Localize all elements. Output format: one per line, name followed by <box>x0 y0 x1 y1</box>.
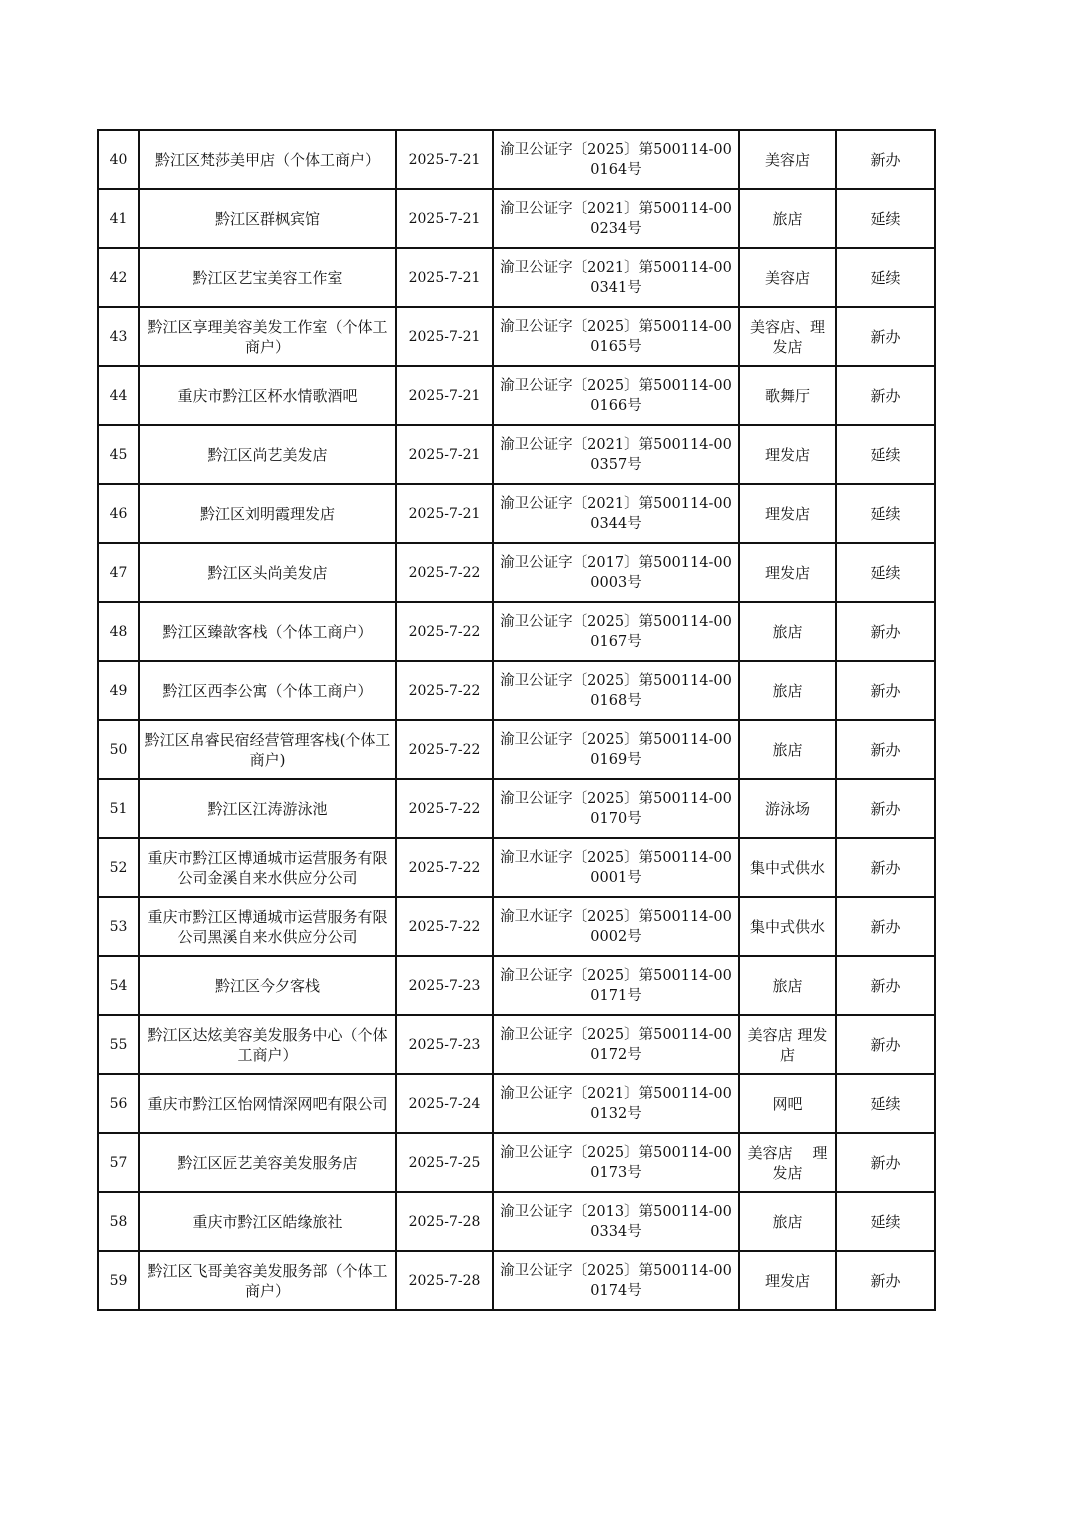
approval-date: 2025-7-23 <box>396 1015 493 1074</box>
license-status: 新办 <box>836 307 935 366</box>
table-row <box>98 1133 935 1192</box>
license-status: 延续 <box>836 1192 935 1251</box>
business-name: 黔江区匠艺美容美发服务店 <box>139 1133 396 1192</box>
business-name: 黔江区尚艺美发店 <box>139 425 396 484</box>
certificate-number: 渝卫公证字〔2025〕第500114-000169号 <box>493 720 739 779</box>
row-number: 43 <box>98 307 139 366</box>
business-name: 重庆市黔江区博通城市运营服务有限公司黑溪自来水供应分公司 <box>139 897 396 956</box>
business-name: 重庆市黔江区杯水情歌酒吧 <box>139 366 396 425</box>
business-name: 重庆市黔江区怡网情深网吧有限公司 <box>139 1074 396 1133</box>
business-name: 黔江区刘明霞理发店 <box>139 484 396 543</box>
license-status: 新办 <box>836 720 935 779</box>
certificate-number: 渝卫公证字〔2021〕第500114-000357号 <box>493 425 739 484</box>
license-status: 延续 <box>836 425 935 484</box>
license-status: 延续 <box>836 543 935 602</box>
approval-date: 2025-7-21 <box>396 366 493 425</box>
business-type: 歌舞厅 <box>739 366 836 425</box>
row-number: 58 <box>98 1192 139 1251</box>
row-number: 41 <box>98 189 139 248</box>
row-number: 46 <box>98 484 139 543</box>
table-row <box>98 661 935 720</box>
table-row <box>98 189 935 248</box>
license-table <box>97 129 936 1311</box>
business-name: 黔江区今夕客栈 <box>139 956 396 1015</box>
business-type: 美容店 <box>739 130 836 189</box>
row-number: 59 <box>98 1251 139 1310</box>
certificate-number: 渝卫公证字〔2025〕第500114-000165号 <box>493 307 739 366</box>
approval-date: 2025-7-21 <box>396 484 493 543</box>
business-name: 重庆市黔江区皓缘旅社 <box>139 1192 396 1251</box>
business-type: 美容店 理发店 <box>739 1133 836 1192</box>
business-name: 黔江区梵莎美甲店（个体工商户） <box>139 130 396 189</box>
business-name: 黔江区头尚美发店 <box>139 543 396 602</box>
license-status: 新办 <box>836 661 935 720</box>
business-type: 集中式供水 <box>739 838 836 897</box>
approval-date: 2025-7-23 <box>396 956 493 1015</box>
row-number: 56 <box>98 1074 139 1133</box>
approval-date: 2025-7-21 <box>396 130 493 189</box>
certificate-number: 渝卫公证字〔2025〕第500114-000166号 <box>493 366 739 425</box>
approval-date: 2025-7-28 <box>396 1192 493 1251</box>
approval-date: 2025-7-22 <box>396 720 493 779</box>
business-type: 旅店 <box>739 1192 836 1251</box>
business-type: 网吧 <box>739 1074 836 1133</box>
table-row <box>98 543 935 602</box>
certificate-number: 渝卫公证字〔2025〕第500114-000174号 <box>493 1251 739 1310</box>
business-name: 黔江区达炫美容美发服务中心（个体工商户） <box>139 1015 396 1074</box>
approval-date: 2025-7-24 <box>396 1074 493 1133</box>
table-row <box>98 248 935 307</box>
row-number: 42 <box>98 248 139 307</box>
business-type: 旅店 <box>739 661 836 720</box>
license-status: 新办 <box>836 1015 935 1074</box>
row-number: 52 <box>98 838 139 897</box>
approval-date: 2025-7-22 <box>396 602 493 661</box>
business-name: 黔江区享理美容美发工作室（个体工商户） <box>139 307 396 366</box>
certificate-number: 渝卫公证字〔2017〕第500114-000003号 <box>493 543 739 602</box>
certificate-number: 渝卫水证字〔2025〕第500114-000002号 <box>493 897 739 956</box>
business-type: 集中式供水 <box>739 897 836 956</box>
business-name: 黔江区帛睿民宿经营管理客栈(个体工商户) <box>139 720 396 779</box>
business-name: 重庆市黔江区博通城市运营服务有限公司金溪自来水供应分公司 <box>139 838 396 897</box>
row-number: 54 <box>98 956 139 1015</box>
table-row <box>98 897 935 956</box>
business-type: 旅店 <box>739 189 836 248</box>
business-type: 理发店 <box>739 484 836 543</box>
table-row <box>98 1192 935 1251</box>
business-name: 黔江区臻歆客栈（个体工商户） <box>139 602 396 661</box>
certificate-number: 渝卫公证字〔2025〕第500114-000172号 <box>493 1015 739 1074</box>
license-status: 新办 <box>836 602 935 661</box>
business-type: 理发店 <box>739 425 836 484</box>
license-status: 新办 <box>836 897 935 956</box>
approval-date: 2025-7-22 <box>396 838 493 897</box>
license-status: 新办 <box>836 366 935 425</box>
license-status: 延续 <box>836 248 935 307</box>
business-name: 黔江区飞哥美容美发服务部（个体工商户） <box>139 1251 396 1310</box>
table-row <box>98 130 935 189</box>
approval-date: 2025-7-21 <box>396 189 493 248</box>
table-row <box>98 602 935 661</box>
business-type: 理发店 <box>739 543 836 602</box>
certificate-number: 渝卫公证字〔2021〕第500114-000341号 <box>493 248 739 307</box>
approval-date: 2025-7-22 <box>396 543 493 602</box>
license-status: 新办 <box>836 130 935 189</box>
business-name: 黔江区艺宝美容工作室 <box>139 248 396 307</box>
business-type: 理发店 <box>739 1251 836 1310</box>
certificate-number: 渝卫公证字〔2025〕第500114-000171号 <box>493 956 739 1015</box>
license-status: 延续 <box>836 1074 935 1133</box>
row-number: 45 <box>98 425 139 484</box>
certificate-number: 渝卫公证字〔2021〕第500114-000234号 <box>493 189 739 248</box>
approval-date: 2025-7-22 <box>396 897 493 956</box>
table-row <box>98 1251 935 1310</box>
license-status: 新办 <box>836 779 935 838</box>
table-row <box>98 956 935 1015</box>
table-row <box>98 838 935 897</box>
license-status: 新办 <box>836 838 935 897</box>
business-name: 黔江区西李公寓（个体工商户） <box>139 661 396 720</box>
business-type: 旅店 <box>739 720 836 779</box>
row-number: 40 <box>98 130 139 189</box>
license-status: 新办 <box>836 1133 935 1192</box>
row-number: 50 <box>98 720 139 779</box>
business-type: 旅店 <box>739 956 836 1015</box>
business-name: 黔江区群枫宾馆 <box>139 189 396 248</box>
table-row <box>98 720 935 779</box>
table-row <box>98 366 935 425</box>
certificate-number: 渝卫公证字〔2025〕第500114-000167号 <box>493 602 739 661</box>
certificate-number: 渝卫公证字〔2025〕第500114-000173号 <box>493 1133 739 1192</box>
business-type: 美容店 <box>739 248 836 307</box>
business-type: 美容店 理发店 <box>739 1015 836 1074</box>
approval-date: 2025-7-21 <box>396 425 493 484</box>
license-status: 新办 <box>836 1251 935 1310</box>
business-type: 游泳场 <box>739 779 836 838</box>
table-row <box>98 1015 935 1074</box>
certificate-number: 渝卫公证字〔2021〕第500114-000344号 <box>493 484 739 543</box>
certificate-number: 渝卫公证字〔2025〕第500114-000168号 <box>493 661 739 720</box>
approval-date: 2025-7-25 <box>396 1133 493 1192</box>
row-number: 53 <box>98 897 139 956</box>
certificate-number: 渝卫公证字〔2025〕第500114-000164号 <box>493 130 739 189</box>
approval-date: 2025-7-21 <box>396 248 493 307</box>
row-number: 48 <box>98 602 139 661</box>
license-status: 延续 <box>836 484 935 543</box>
row-number: 44 <box>98 366 139 425</box>
business-type: 旅店 <box>739 602 836 661</box>
table-row <box>98 425 935 484</box>
approval-date: 2025-7-22 <box>396 661 493 720</box>
table-row <box>98 484 935 543</box>
row-number: 57 <box>98 1133 139 1192</box>
table-row <box>98 307 935 366</box>
certificate-number: 渝卫公证字〔2025〕第500114-000170号 <box>493 779 739 838</box>
approval-date: 2025-7-22 <box>396 779 493 838</box>
certificate-number: 渝卫公证字〔2021〕第500114-000132号 <box>493 1074 739 1133</box>
table-body <box>98 130 935 1310</box>
license-status: 新办 <box>836 956 935 1015</box>
certificate-number: 渝卫水证字〔2025〕第500114-000001号 <box>493 838 739 897</box>
business-name: 黔江区江涛游泳池 <box>139 779 396 838</box>
business-type: 美容店、理发店 <box>739 307 836 366</box>
approval-date: 2025-7-28 <box>396 1251 493 1310</box>
license-status: 延续 <box>836 189 935 248</box>
table-row <box>98 779 935 838</box>
row-number: 47 <box>98 543 139 602</box>
table-row <box>98 1074 935 1133</box>
row-number: 55 <box>98 1015 139 1074</box>
row-number: 49 <box>98 661 139 720</box>
row-number: 51 <box>98 779 139 838</box>
approval-date: 2025-7-21 <box>396 307 493 366</box>
certificate-number: 渝卫公证字〔2013〕第500114-000334号 <box>493 1192 739 1251</box>
